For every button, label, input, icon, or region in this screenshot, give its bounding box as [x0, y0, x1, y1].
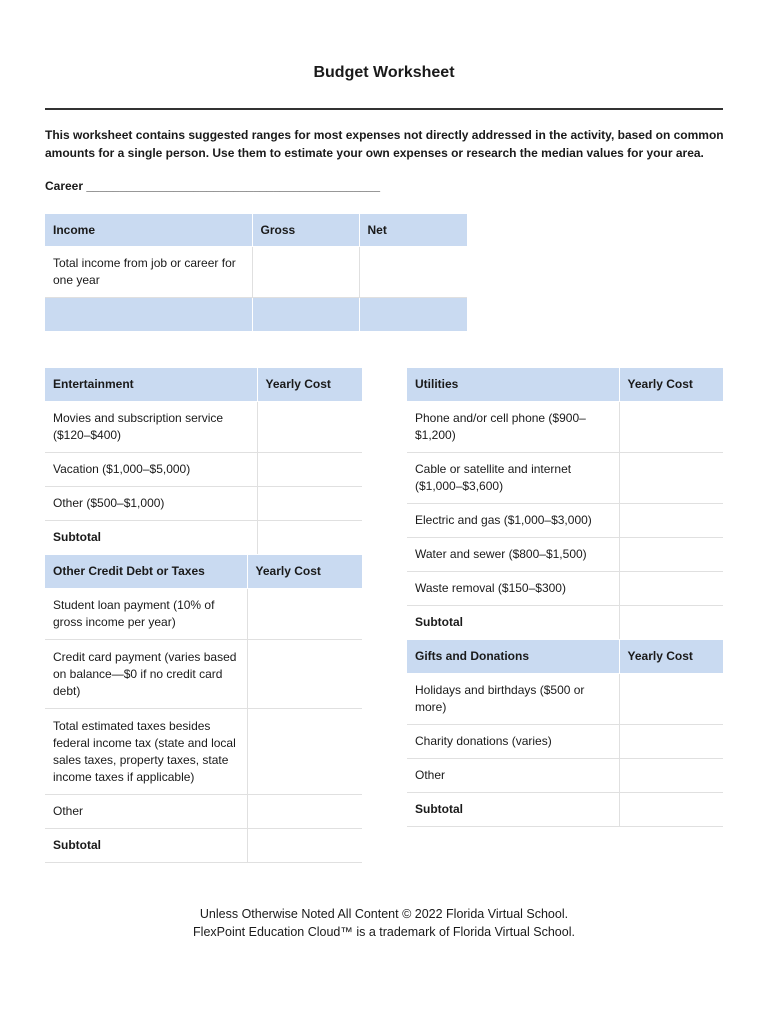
table-row-label: Water and sewer ($800–$1,500) [407, 538, 619, 572]
yearly-cost-cell[interactable] [619, 402, 723, 453]
trademark-line: FlexPoint Education Cloud™ is a trademark of Florida Virtual School. [193, 925, 575, 939]
utilities-header: Utilities [407, 368, 619, 402]
credit-debt-table [45, 554, 362, 863]
income-blank-cell [45, 298, 252, 332]
entertainment-header: Entertainment [45, 368, 257, 402]
yearly-cost-cell[interactable] [619, 538, 723, 572]
table-row-label: Student loan payment (10% of gross income per year) [45, 589, 247, 640]
table-row-label: Cable or satellite and internet ($1,000–$3,600) [407, 453, 619, 504]
gifts-cost-header: Yearly Cost [619, 640, 723, 674]
subtotal-label: Subtotal [407, 793, 619, 827]
table-row-label: Total estimated taxes besides federal income tax (state and local sales taxes, property taxes, state income taxes if applicable) [45, 709, 247, 795]
subtotal-label: Subtotal [407, 606, 619, 640]
table-row-label: Movies and subscription service ($120–$400) [45, 402, 257, 453]
table-row-label: Credit card payment (varies based on balance—$0 if no credit card debt) [45, 640, 247, 709]
yearly-cost-cell[interactable] [247, 795, 362, 829]
yearly-cost-cell[interactable] [619, 572, 723, 606]
table-row-label: Other [45, 795, 247, 829]
copyright-line: Unless Otherwise Noted All Content © 2022 Florida Virtual School. [199, 907, 569, 921]
intro-text: This worksheet contains suggested ranges for most expenses not directly addressed in the activity, based on common amounts for a single person. Use them to estimate your own expenses or research the median values for your area. [45, 128, 724, 160]
yearly-cost-cell[interactable] [247, 709, 362, 795]
income-table [45, 213, 467, 332]
title-divider [45, 108, 723, 110]
entertainment-table [45, 367, 362, 555]
entertainment-cost-header: Yearly Cost [257, 368, 362, 402]
career-field-label: Career ____________________________________________ [45, 179, 381, 193]
yearly-cost-cell[interactable] [619, 725, 723, 759]
yearly-cost-cell[interactable] [619, 759, 723, 793]
table-row-label: Other ($500–$1,000) [45, 487, 257, 521]
subtotal-cell[interactable] [619, 606, 723, 640]
credit-debt-header: Other Credit Debt or Taxes [45, 555, 247, 589]
table-row-label: Waste removal ($150–$300) [407, 572, 619, 606]
table-row-label: Other [407, 759, 619, 793]
page-title: Budget Worksheet [313, 64, 455, 81]
table-row-label: Electric and gas ($1,000–$3,000) [407, 504, 619, 538]
subtotal-cell[interactable] [619, 793, 723, 827]
yearly-cost-cell[interactable] [619, 453, 723, 504]
subtotal-label: Subtotal [45, 829, 247, 863]
yearly-cost-cell[interactable] [257, 487, 362, 521]
income-row-label: Total income from job or career for one year [45, 247, 252, 298]
gross-header: Gross [252, 214, 359, 247]
table-row-label: Charity donations (varies) [407, 725, 619, 759]
gifts-donations-table [407, 639, 723, 827]
utilities-cost-header: Yearly Cost [619, 368, 723, 402]
footer [0, 905, 768, 941]
credit-debt-cost-header: Yearly Cost [247, 555, 362, 589]
yearly-cost-cell[interactable] [619, 504, 723, 538]
yearly-cost-cell[interactable] [619, 674, 723, 725]
net-cell[interactable] [359, 247, 467, 298]
table-row-label: Vacation ($1,000–$5,000) [45, 453, 257, 487]
subtotal-label: Subtotal [45, 521, 257, 555]
gross-cell[interactable] [252, 247, 359, 298]
yearly-cost-cell[interactable] [247, 589, 362, 640]
yearly-cost-cell[interactable] [257, 453, 362, 487]
gifts-header: Gifts and Donations [407, 640, 619, 674]
utilities-table [407, 367, 723, 640]
yearly-cost-cell[interactable] [247, 640, 362, 709]
yearly-cost-cell[interactable] [257, 402, 362, 453]
subtotal-cell[interactable] [257, 521, 362, 555]
income-blank-cell [252, 298, 359, 332]
table-row-label: Holidays and birthdays ($500 or more) [407, 674, 619, 725]
subtotal-cell[interactable] [247, 829, 362, 863]
net-header: Net [359, 214, 467, 247]
income-header: Income [45, 214, 252, 247]
income-blank-cell [359, 298, 467, 332]
table-row-label: Phone and/or cell phone ($900–$1,200) [407, 402, 619, 453]
